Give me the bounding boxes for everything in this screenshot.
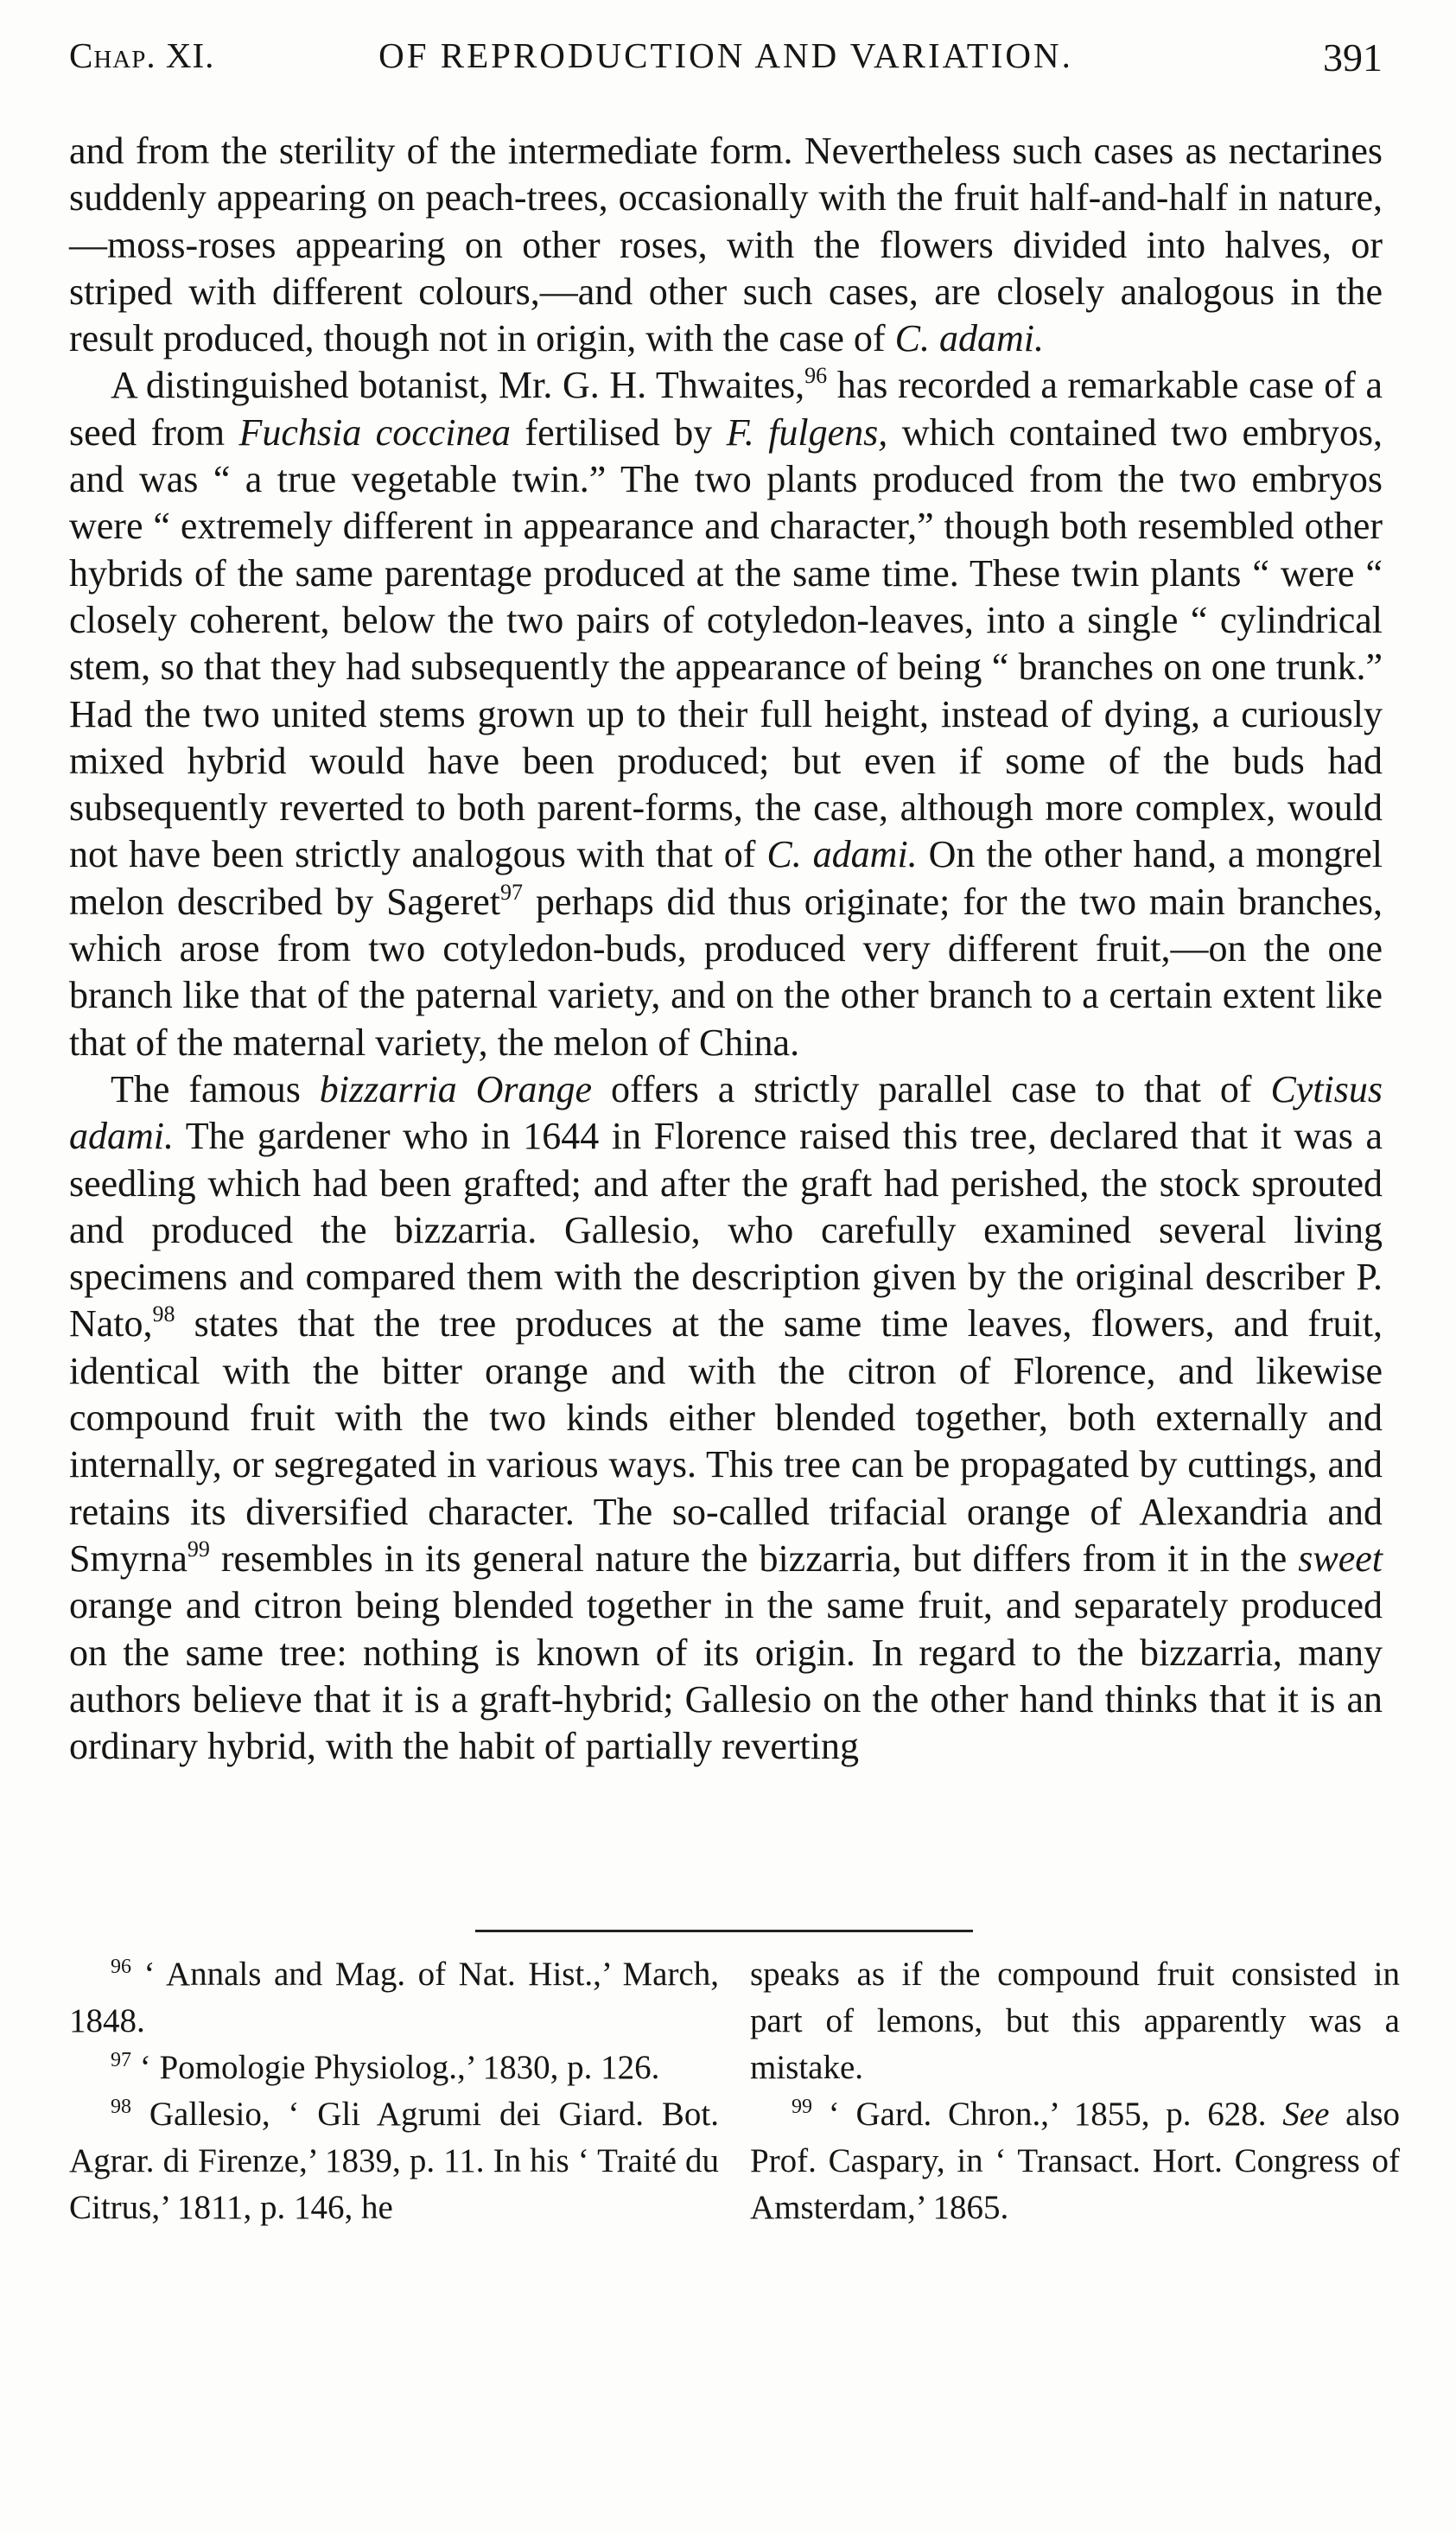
footnote-divider	[475, 1930, 973, 1932]
paragraph-2	[69, 362, 1383, 1066]
p3-italic-3: sweet	[1298, 1536, 1383, 1580]
footnote-98	[69, 2091, 719, 2231]
paragraph-3	[69, 1066, 1383, 1770]
p3-italic-1: bizzarria Orange	[319, 1067, 593, 1110]
footnote-99-text-a: ‘ Gard. Chron.,’ 1855, p. 628.	[812, 2096, 1283, 2133]
footnote-ref-98[interactable]: 98	[152, 1301, 175, 1327]
p2-italic-3: C. adami.	[766, 833, 918, 876]
footnote-98-continued: speaks as if the compound fruit consisted in part of lemons, but this apparently was a mistake.	[750, 1956, 1400, 2086]
footnote-99-number: 99	[792, 2096, 812, 2118]
p2-text-e: On the other hand, a mongrel melon described by Sageret	[69, 833, 1383, 923]
footnotes-left-column	[69, 1951, 719, 2231]
footnote-ref-96[interactable]: 96	[804, 363, 828, 389]
footnote-ref-97[interactable]: 97	[500, 879, 524, 905]
p3-text-d: states that the tree produces at the same time leaves, flowers, and fruit, identical with the bitter orange and with the citron of Florence, and likewise compound fruit with the two kinds either blended together, both externally and internally, or segregated in various ways. This tree can be propagated by cuttings, and retains its diversified character. The so-called trifacial orange of Alexandria and Smyrna	[69, 1302, 1383, 1580]
paragraph-1	[69, 128, 1383, 362]
p1-italic: C. adami.	[894, 317, 1044, 360]
footnote-99	[750, 2091, 1400, 2231]
footnote-96-text: ‘ Annals and Mag. of Nat. Hist.,’ March, 1848.	[69, 1956, 719, 2039]
p2-italic-2: F. fulgens,	[726, 410, 888, 454]
footnote-99-text-b: also Prof. Caspary, in ‘ Transact. Hort. Congress of Amsterdam,’ 1865.	[750, 2096, 1400, 2226]
body-text	[69, 128, 1383, 1770]
p3-text-a: The famous	[111, 1067, 320, 1110]
p3-text-e: resembles in its general nature the bizzarria, but differs from it in the	[209, 1536, 1299, 1580]
running-head	[69, 35, 1383, 86]
footnote-98-text: Gallesio, ‘ Gli Agrumi dei Giard. Bot. Agrar. di Firenze,’ 1839, p. 11. In his ‘ Traité du Citrus,’ 1811, p. 146, he	[69, 2096, 719, 2226]
p3-italic-2: Cytisus adami.	[69, 1067, 1383, 1158]
p2-text-d: which contained two embryos, and was “ a true vegetable twin.” The two plants produced from the two embryos were “ extremely different in appearance and character,” though both resembled other hybrids of the same parentage produced at the same time. These twin plants “ were “ closely coherent, below the two pairs of cotyledon-leaves, into a single “ cylindrical stem, so that they had subsequently the appearance of being “ branches on one trunk.” Had the two united stems grown up to their full height, instead of dying, a curiously mixed hybrid would have been produced; but even if some of the buds had subsequently reverted to both parent-forms, the case, although more complex, would not have been strictly analogous with that of	[69, 410, 1383, 876]
footnote-96-number: 96	[111, 1956, 131, 1978]
footnote-97-text: ‘ Pomologie Physiolog.,’ 1830, p. 126.	[131, 2049, 660, 2086]
footnote-ref-99[interactable]: 99	[187, 1536, 210, 1562]
footnote-98-number: 98	[111, 2096, 131, 2118]
p1-text: and from the sterility of the intermediate form. Nevertheless such cases as nectarines suddenly appearing on peach-trees, occasionally with the fruit half-and-half in nature,—moss-roses appearing on other roses, with the flowers divided into halves, or striped with different colours,—and other such cases, are closely analogous in the result produced, though not in origin, with the case of	[69, 130, 1383, 360]
p3-text-c: The gardener who in 1644 in Florence raised this tree, declared that it was a seedling which had been grafted; and after the graft had perished, the stock sprouted and produced the bizzarria. Gallesio, who carefully examined several living specimens and compared them with the description given by the original describer P. Nato,	[69, 1115, 1383, 1346]
p2-text-c: fertilised by	[511, 410, 727, 454]
p2-italic-1: Fuchsia coccinea	[238, 410, 512, 454]
p3-text-b: offers a strictly parallel case to that of	[592, 1067, 1271, 1110]
p2-text-f: perhaps did thus originate; for the two main branches, which arose from two cotyledon-buds, produced very different fruit,—on the one branch like that of the paternal variety, and on the other branch to a certain extent like that of the maternal variety, the melon of China.	[69, 880, 1383, 1064]
footnote-96	[69, 1951, 719, 2045]
page-number: 391	[1323, 35, 1383, 80]
footnote-99-see: See	[1282, 2096, 1330, 2133]
footnotes-right-column	[750, 1951, 1400, 2231]
p2-text-a: A distinguished botanist, Mr. G. H. Thwaites,	[111, 364, 805, 407]
p3-text-f: orange and citron being blended together in the same fruit, and separately produced on the same tree: nothing is known of its origin. In regard to the bizzarria, many authors believe that it is a graft-hybrid; Gallesio on the other hand thinks that it is an ordinary hybrid, with the habit of partially reverting	[69, 1584, 1383, 1768]
chapter-title: OF REPRODUCTION AND VARIATION.	[378, 35, 1073, 75]
footnote-97-number: 97	[111, 2049, 131, 2071]
chapter-label: Chap. XI.	[69, 35, 215, 75]
p2-text-b: has recorded a remarkable case of a seed from	[69, 364, 1383, 454]
footnote-97	[69, 2045, 719, 2091]
